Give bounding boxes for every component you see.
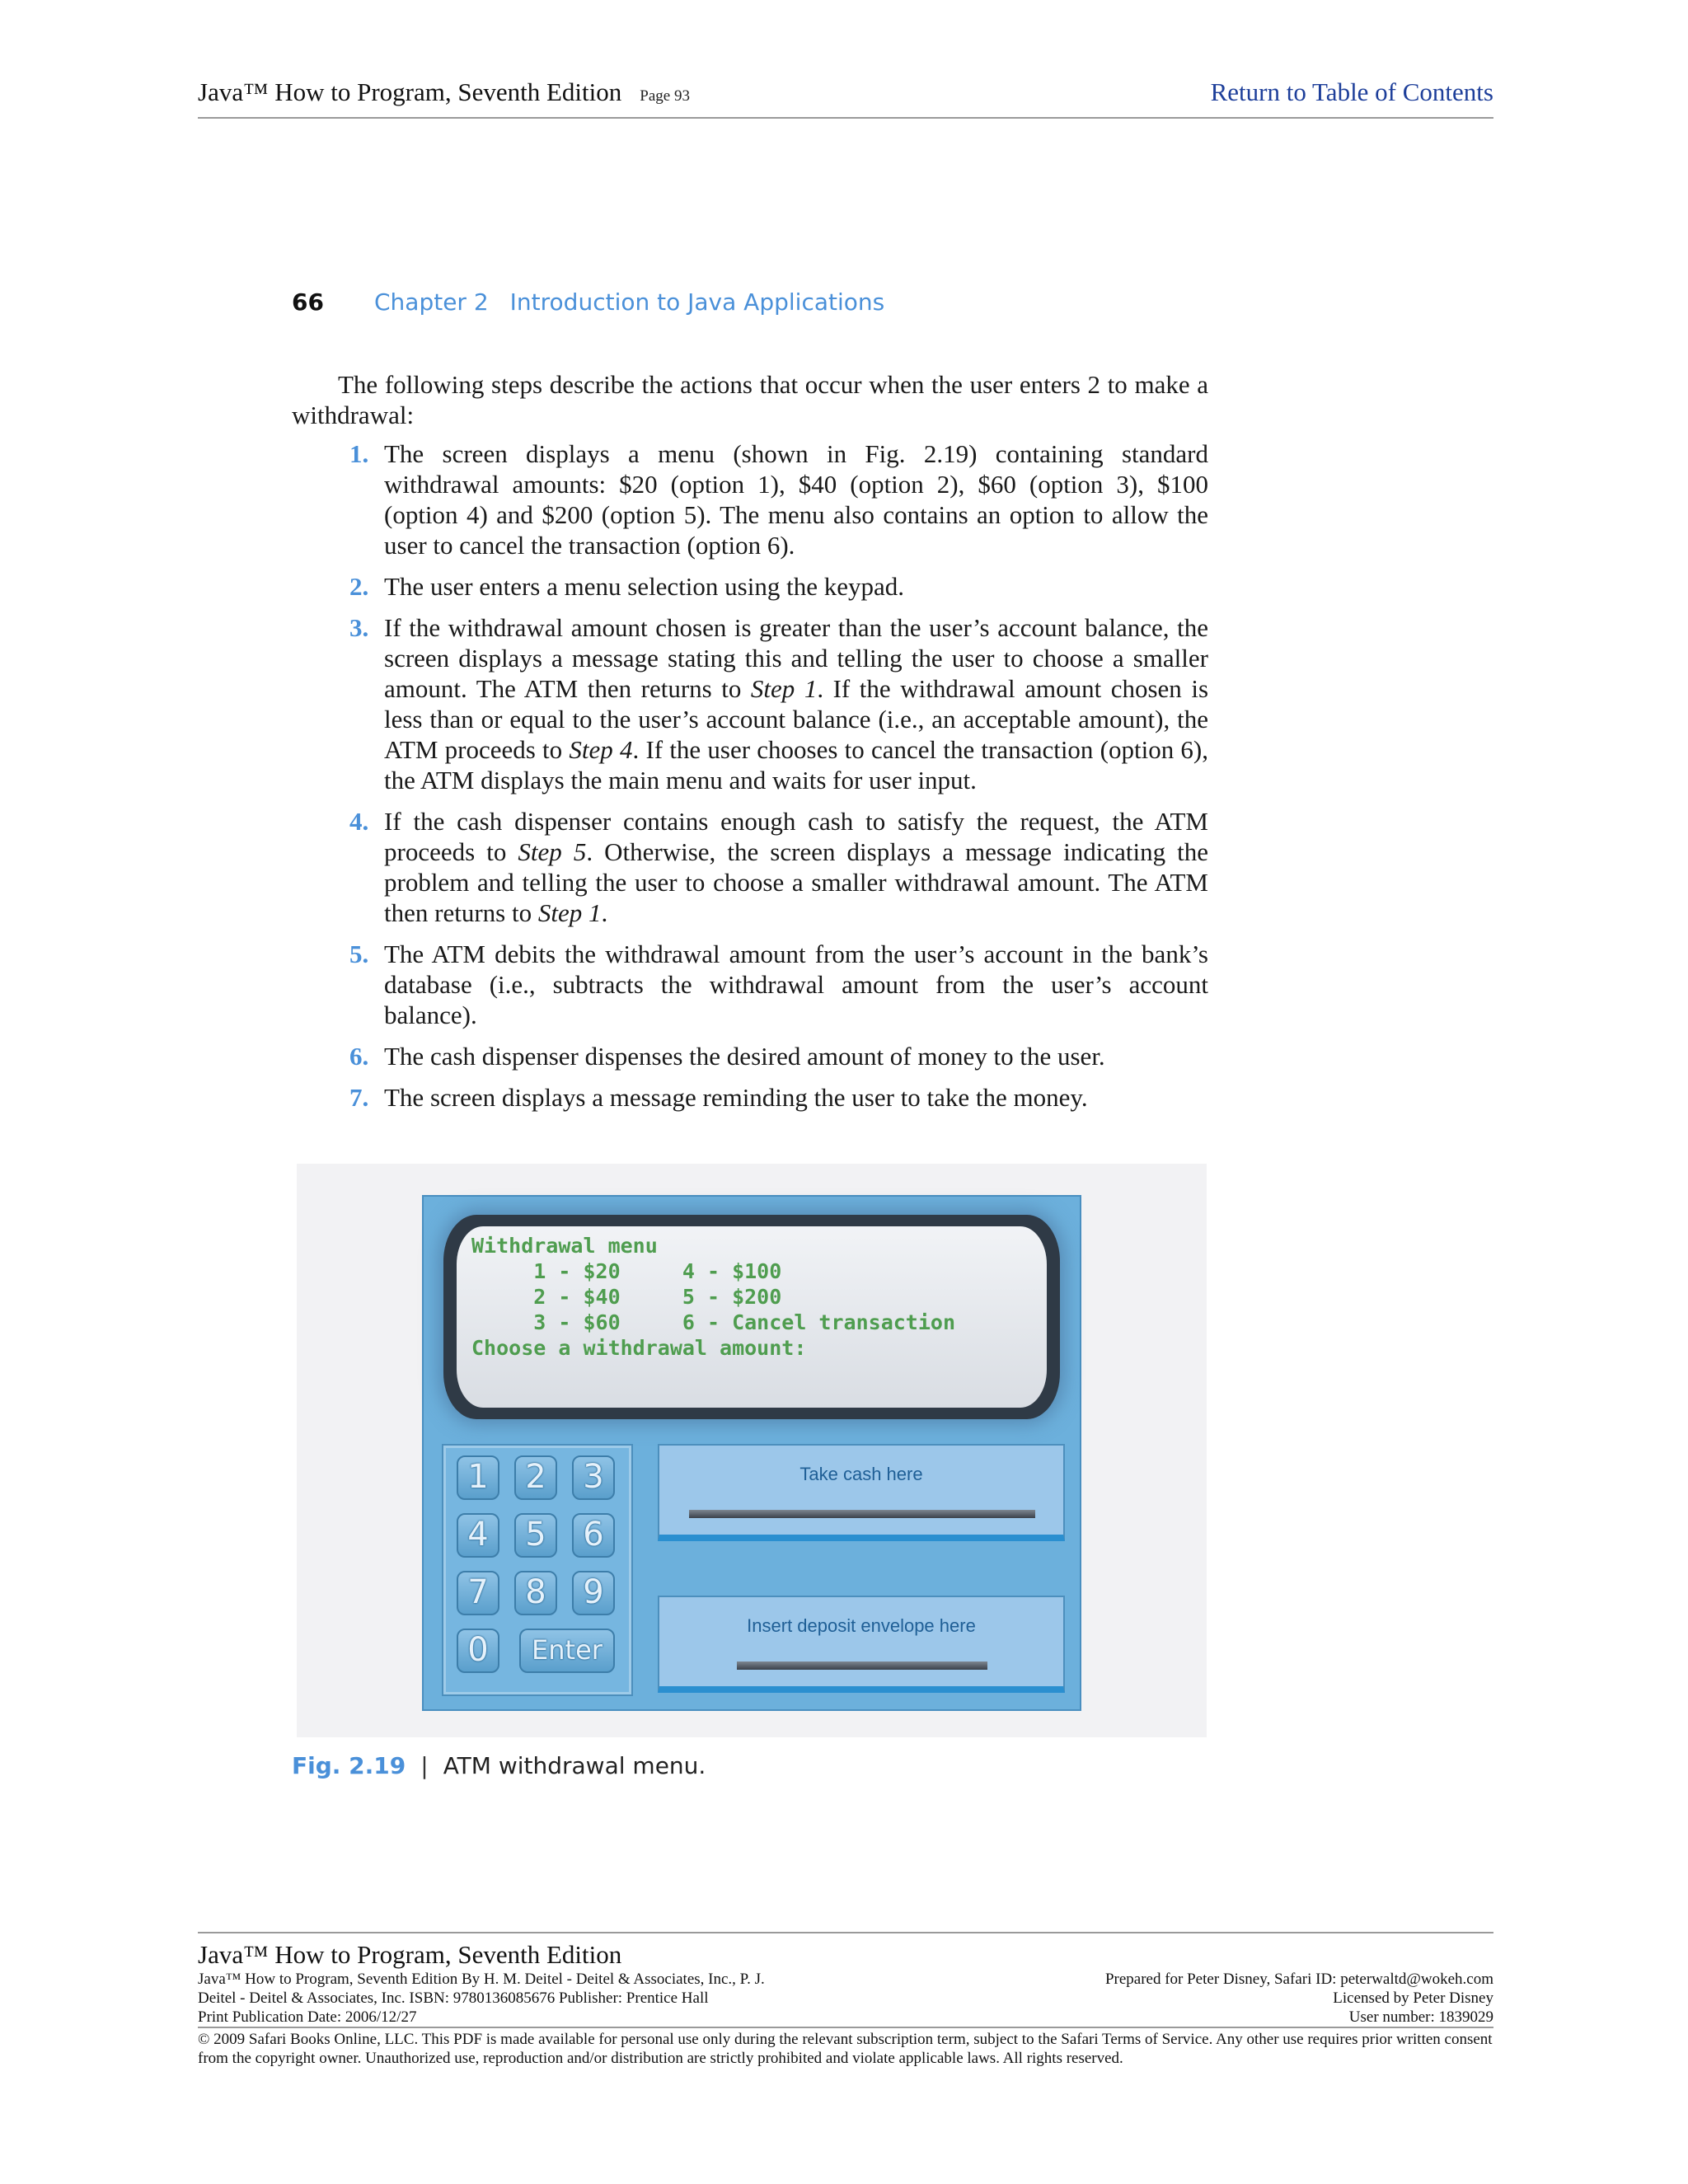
- deposit-slot-label: Insert deposit envelope here: [747, 1615, 976, 1636]
- step-item: [292, 939, 1208, 1030]
- keypad-key-enter: Enter: [519, 1629, 615, 1673]
- screen-line: 3 - $60 6 - Cancel transaction: [471, 1310, 955, 1334]
- step-text: The screen displays a menu (shown in Fig. 2.19) containing standard withdrawal amounts: $20 (option 1), $40 (option 2), $60 (option 3), $100 (option 4) and $200 (option 5). The menu also contains an option to allow the user to cancel the transaction (option 6).: [384, 439, 1208, 560]
- footer-row: [198, 2008, 1493, 2028]
- step-text-part: . Otherwise, the screen displays a message indicating the problem and telling the user to choose a smaller withdrawal amount. The ATM then returns to: [384, 837, 1208, 927]
- screen-line: Withdrawal menu: [471, 1234, 658, 1258]
- body-text: [292, 369, 1208, 1123]
- keypad-key-2: 2: [514, 1455, 557, 1500]
- step-item: [292, 1041, 1208, 1071]
- screen-line: 1 - $20 4 - $100: [471, 1259, 782, 1283]
- step-text: The user enters a menu selection using the keypad.: [384, 572, 904, 601]
- chapter-title: Introduction to Java Applications: [509, 288, 885, 316]
- step-text: [384, 613, 1208, 794]
- keypad-key-9: 9: [572, 1571, 615, 1615]
- atm-figure: [297, 1164, 1207, 1737]
- step-item: [292, 438, 1208, 560]
- footer-publication-date: Print Publication Date: 2006/12/27: [198, 2008, 417, 2026]
- step-reference: Step 5: [518, 837, 587, 866]
- step-item: [292, 571, 1208, 602]
- screen-line: 2 - $40 5 - $200: [471, 1285, 782, 1309]
- keypad-key-3: 3: [572, 1455, 615, 1500]
- footer-user-number: User number: 1839029: [1348, 2008, 1493, 2026]
- deposit-slot-panel: [658, 1596, 1065, 1693]
- step-item: [292, 1082, 1208, 1113]
- step-number: 7.: [349, 1083, 369, 1112]
- keypad-key-5: 5: [514, 1513, 557, 1558]
- page-label: Page 93: [640, 87, 690, 105]
- keypad-key-1: 1: [457, 1455, 499, 1500]
- chapter-label: Chapter 2: [374, 288, 489, 316]
- step-text: The cash dispenser dispenses the desired amount of money to the user.: [384, 1042, 1105, 1071]
- step-number: 5.: [349, 940, 369, 968]
- step-number: 6.: [349, 1042, 369, 1071]
- figure-caption: [292, 1752, 706, 1779]
- atm-screen-text: [471, 1233, 955, 1361]
- atm-screen: [443, 1215, 1060, 1419]
- book-title-text: Java™ How to Program, Seventh Edition: [198, 77, 622, 106]
- step-reference: Step 4: [569, 735, 633, 764]
- step-text-part: . If the user chooses to cancel the transaction (option 6), the ATM displays the main menu and waits for user input.: [384, 735, 1208, 794]
- step-item: [292, 806, 1208, 928]
- printed-page-number: 66: [292, 288, 324, 316]
- step-text: The ATM debits the withdrawal amount from the user’s account in the bank’s database (i.e., subtracts the withdrawal amount from the user’s account balance).: [384, 940, 1208, 1029]
- step-number: 1.: [349, 439, 369, 468]
- step-text-part: . If the withdrawal amount chosen is less than or equal to the user’s account balance (i.e., an acceptable amount), the ATM proceeds to: [384, 674, 1209, 764]
- chapter-header: [292, 288, 884, 316]
- footer-licensed-by: Licensed by Peter Disney: [1333, 1990, 1493, 2007]
- screen-line: Choose a withdrawal amount:: [471, 1336, 807, 1360]
- step-reference: Step 1: [750, 674, 818, 703]
- step-number: 2.: [349, 572, 369, 601]
- atm-illustration: [422, 1195, 1081, 1711]
- step-number: 4.: [349, 807, 369, 836]
- step-text-part: If the cash dispenser contains enough cash to satisfy the request, the ATM proceeds to: [384, 807, 1208, 866]
- footer-copyright: © 2009 Safari Books Online, LLC. This PDF is made available for personal use only during the relevant subscription term, subject to the Safari Terms of Service. Any other use requires prior written consent from the copyright owner. Unauthorized use, reproduction and/or distribution are strictly prohibited and violate applicable laws. All rights reserved.: [198, 2031, 1493, 2067]
- atm-keypad: [442, 1444, 633, 1696]
- caption-separator: |: [420, 1752, 429, 1779]
- step-number: 3.: [349, 613, 369, 642]
- footer-isbn: Deitel - Deitel & Associates, Inc. ISBN: 9780136085676 Publisher: Prentice Hall: [198, 1990, 709, 2007]
- footer-row: [198, 1989, 1493, 2008]
- figure-caption-text: ATM withdrawal menu.: [443, 1752, 706, 1779]
- cash-dispenser-panel: [658, 1444, 1065, 1541]
- cash-slot: [689, 1510, 1035, 1518]
- keypad-key-6: 6: [572, 1513, 615, 1558]
- footer-book-title: Java™ How to Program, Seventh Edition: [198, 1940, 622, 1969]
- atm-screen-display: [457, 1226, 1047, 1408]
- page-header: [198, 76, 1493, 119]
- withdrawal-steps-list: [292, 438, 1208, 1113]
- figure-label: Fig. 2.19: [292, 1752, 406, 1779]
- book-title: [198, 77, 690, 107]
- cash-slot-label: Take cash here: [799, 1464, 923, 1484]
- keypad-key-8: 8: [514, 1571, 557, 1615]
- step-item: [292, 612, 1208, 795]
- step-text: [384, 807, 1208, 927]
- keypad-key-7: 7: [457, 1571, 499, 1615]
- step-text-part: .: [601, 898, 608, 927]
- keypad-key-4: 4: [457, 1513, 499, 1558]
- footer-authors: Java™ How to Program, Seventh Edition By H. M. Deitel - Deitel & Associates, Inc., P. J.: [198, 1971, 765, 1988]
- step-reference: Step 1: [537, 898, 602, 927]
- intro-paragraph: The following steps describe the actions that occur when the user enters 2 to make a withdrawal:: [292, 370, 1208, 429]
- deposit-slot: [737, 1661, 987, 1670]
- footer-prepared-for: Prepared for Peter Disney, Safari ID: peterwaltd@wokeh.com: [1104, 1971, 1493, 1988]
- step-text: The screen displays a message reminding the user to take the money.: [384, 1083, 1088, 1112]
- keypad-key-0: 0: [457, 1629, 499, 1673]
- return-to-toc-link[interactable]: Return to Table of Contents: [1210, 77, 1493, 106]
- step-text-part: If the withdrawal amount chosen is greater than the user’s account balance, the screen displays a message stating this and telling the user to choose a smaller amount. The ATM then returns to: [384, 613, 1208, 703]
- page-footer: [198, 1932, 1493, 2068]
- footer-row: [198, 1970, 1493, 1989]
